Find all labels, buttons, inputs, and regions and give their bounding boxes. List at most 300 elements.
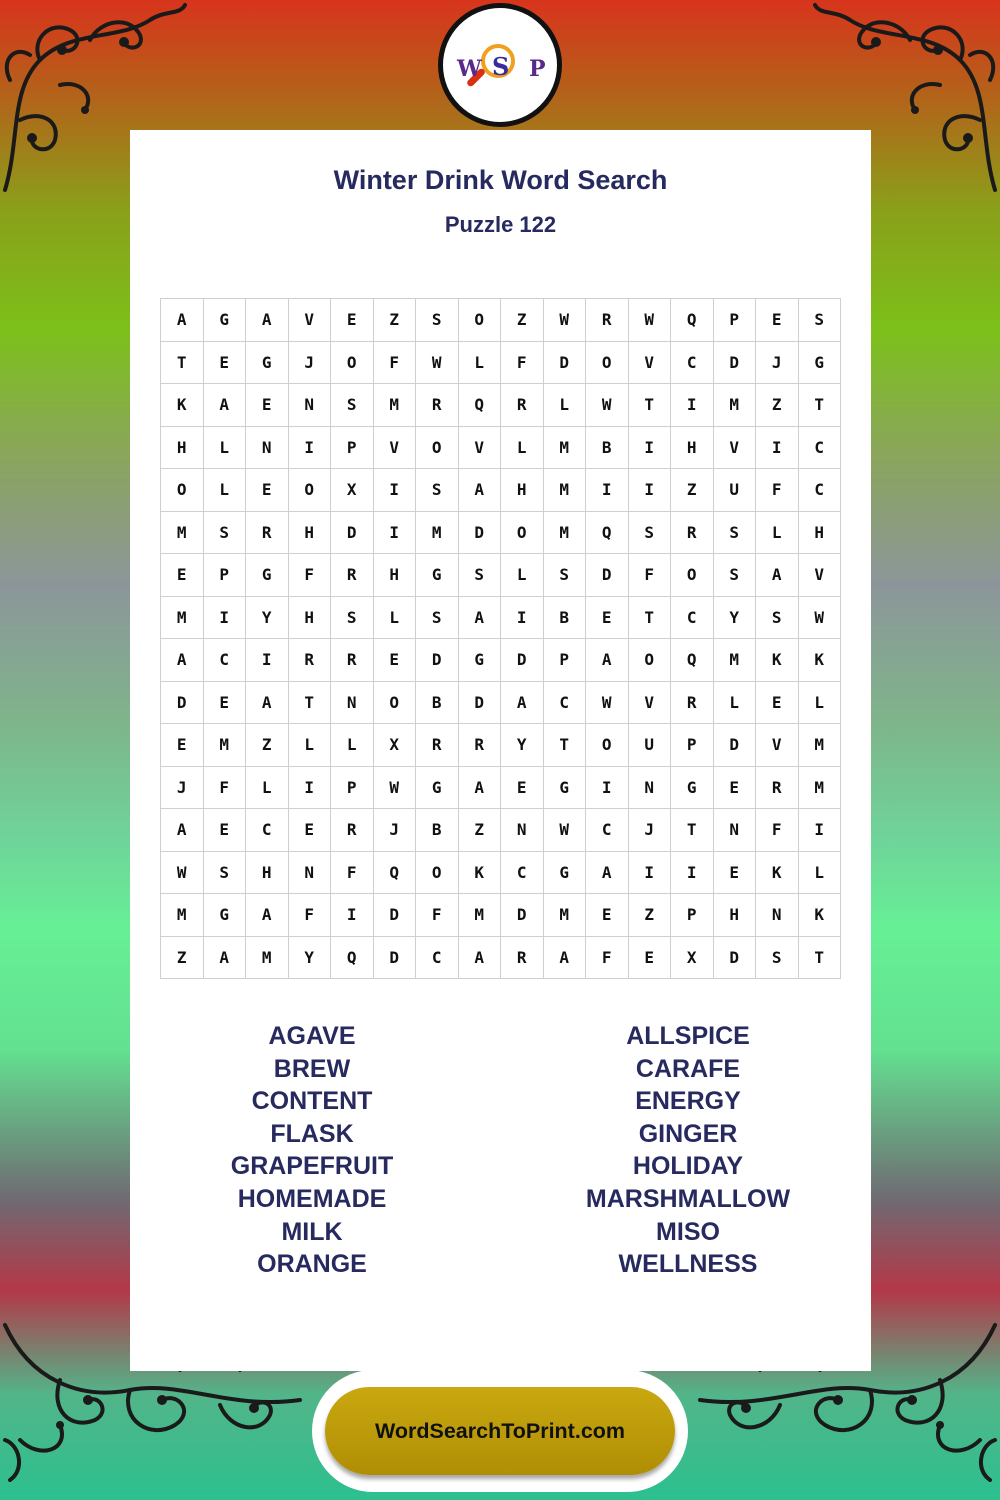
page-title: Winter Drink Word Search bbox=[333, 165, 668, 195]
grid-cell[interactable]: R bbox=[331, 639, 374, 682]
grid-cell[interactable]: H bbox=[501, 469, 544, 512]
grid-cell[interactable]: F bbox=[288, 894, 331, 937]
grid-cell[interactable]: V bbox=[373, 426, 416, 469]
grid-cell[interactable]: A bbox=[161, 809, 204, 852]
grid-cell[interactable]: N bbox=[628, 766, 671, 809]
word-item: MISO bbox=[656, 1217, 720, 1246]
grid-cell[interactable]: K bbox=[458, 851, 501, 894]
word-item: ENERGY bbox=[635, 1087, 741, 1116]
word-item: WELLNESS bbox=[618, 1250, 758, 1279]
grid-cell[interactable]: U bbox=[628, 724, 671, 767]
grid-cell[interactable]: A bbox=[203, 384, 246, 427]
grid-cell[interactable]: E bbox=[586, 596, 629, 639]
grid-cell[interactable]: J bbox=[756, 341, 799, 384]
grid-cell[interactable]: R bbox=[756, 766, 799, 809]
word-item: ALLSPICE bbox=[626, 1022, 750, 1050]
grid-cell[interactable]: H bbox=[373, 554, 416, 597]
grid-row bbox=[161, 511, 841, 554]
grid-cell[interactable]: B bbox=[416, 809, 459, 852]
grid-cell[interactable]: I bbox=[756, 426, 799, 469]
logo-letter-s: S bbox=[492, 52, 510, 81]
grid-cell[interactable]: K bbox=[756, 639, 799, 682]
grid-cell[interactable]: L bbox=[458, 341, 501, 384]
logo-badge bbox=[443, 8, 557, 122]
grid-cell[interactable]: I bbox=[288, 426, 331, 469]
grid-cell[interactable]: E bbox=[713, 851, 756, 894]
grid-cell[interactable]: C bbox=[798, 426, 841, 469]
grid-cell[interactable]: S bbox=[756, 936, 799, 979]
grid-cell[interactable]: A bbox=[246, 681, 289, 724]
grid-cell[interactable]: Z bbox=[246, 724, 289, 767]
grid-cell[interactable]: I bbox=[288, 766, 331, 809]
grid-cell[interactable]: C bbox=[416, 936, 459, 979]
grid-cell[interactable]: D bbox=[458, 681, 501, 724]
grid-cell[interactable]: A bbox=[246, 299, 289, 342]
grid-cell[interactable]: S bbox=[798, 299, 841, 342]
grid-cell[interactable]: L bbox=[203, 469, 246, 512]
grid-cell[interactable]: O bbox=[671, 554, 714, 597]
grid-cell[interactable]: Q bbox=[373, 851, 416, 894]
word-item: MILK bbox=[281, 1217, 343, 1246]
grid-cell[interactable]: C bbox=[501, 851, 544, 894]
grid-cell[interactable]: R bbox=[331, 554, 374, 597]
grid-cell[interactable]: V bbox=[756, 724, 799, 767]
grid-cell[interactable]: L bbox=[798, 851, 841, 894]
grid-cell[interactable]: I bbox=[628, 469, 671, 512]
grid-cell[interactable]: D bbox=[331, 511, 374, 554]
grid-cell[interactable]: M bbox=[543, 469, 586, 512]
grid-cell[interactable]: R bbox=[671, 511, 714, 554]
grid-cell[interactable]: D bbox=[713, 936, 756, 979]
grid-cell[interactable]: R bbox=[288, 639, 331, 682]
grid-cell[interactable]: E bbox=[713, 766, 756, 809]
grid-cell[interactable]: X bbox=[373, 724, 416, 767]
grid-cell[interactable]: H bbox=[288, 511, 331, 554]
grid-cell[interactable]: S bbox=[416, 596, 459, 639]
grid-cell[interactable]: G bbox=[458, 639, 501, 682]
grid-cell[interactable]: G bbox=[543, 766, 586, 809]
grid-cell[interactable]: I bbox=[203, 596, 246, 639]
grid-cell[interactable]: F bbox=[628, 554, 671, 597]
grid-cell[interactable]: D bbox=[713, 724, 756, 767]
grid-cell[interactable]: R bbox=[586, 299, 629, 342]
grid-row bbox=[161, 426, 841, 469]
grid-cell[interactable]: C bbox=[798, 469, 841, 512]
grid-cell[interactable]: T bbox=[161, 341, 204, 384]
grid-row bbox=[161, 596, 841, 639]
grid-cell[interactable]: H bbox=[161, 426, 204, 469]
grid-cell[interactable]: I bbox=[628, 851, 671, 894]
grid-cell[interactable]: T bbox=[798, 936, 841, 979]
grid-cell[interactable]: F bbox=[586, 936, 629, 979]
grid-cell[interactable]: V bbox=[798, 554, 841, 597]
grid-cell[interactable]: I bbox=[501, 596, 544, 639]
grid-cell[interactable]: A bbox=[458, 766, 501, 809]
grid-cell[interactable]: D bbox=[373, 936, 416, 979]
grid-cell[interactable]: R bbox=[331, 809, 374, 852]
grid-row bbox=[161, 724, 841, 767]
grid-cell[interactable]: W bbox=[373, 766, 416, 809]
grid-cell[interactable]: G bbox=[543, 851, 586, 894]
word-item: MARSHMALLOW bbox=[585, 1184, 791, 1213]
grid-cell[interactable]: I bbox=[331, 894, 374, 937]
grid-cell[interactable]: Z bbox=[501, 299, 544, 342]
grid-cell[interactable]: V bbox=[458, 426, 501, 469]
grid-cell[interactable]: D bbox=[501, 894, 544, 937]
grid-cell[interactable]: U bbox=[713, 469, 756, 512]
word-item: ORANGE bbox=[257, 1250, 367, 1279]
grid-cell[interactable]: V bbox=[288, 299, 331, 342]
grid-cell[interactable]: J bbox=[628, 809, 671, 852]
grid-row bbox=[161, 809, 841, 852]
grid-cell[interactable]: K bbox=[798, 894, 841, 937]
grid-cell[interactable]: C bbox=[246, 809, 289, 852]
grid-cell[interactable]: G bbox=[246, 341, 289, 384]
grid-cell[interactable]: S bbox=[543, 554, 586, 597]
grid-cell[interactable]: X bbox=[331, 469, 374, 512]
grid-cell[interactable]: D bbox=[161, 681, 204, 724]
grid-cell[interactable]: O bbox=[331, 341, 374, 384]
grid-cell[interactable]: P bbox=[671, 724, 714, 767]
grid-cell[interactable]: R bbox=[501, 936, 544, 979]
grid-cell[interactable]: O bbox=[458, 299, 501, 342]
grid-cell[interactable]: I bbox=[628, 426, 671, 469]
grid-cell[interactable]: S bbox=[458, 554, 501, 597]
grid-cell[interactable]: B bbox=[543, 596, 586, 639]
letter-grid bbox=[160, 298, 841, 979]
grid-cell[interactable]: R bbox=[501, 384, 544, 427]
grid-cell[interactable]: H bbox=[671, 426, 714, 469]
grid-cell[interactable]: V bbox=[628, 341, 671, 384]
grid-cell[interactable]: T bbox=[543, 724, 586, 767]
grid-cell[interactable]: S bbox=[331, 596, 374, 639]
grid-cell[interactable]: M bbox=[543, 894, 586, 937]
grid-cell[interactable]: B bbox=[416, 681, 459, 724]
grid-cell[interactable]: J bbox=[161, 766, 204, 809]
grid-cell[interactable]: A bbox=[458, 596, 501, 639]
grid-cell[interactable]: I bbox=[671, 851, 714, 894]
grid-cell[interactable]: I bbox=[586, 469, 629, 512]
grid-cell[interactable]: M bbox=[373, 384, 416, 427]
grid-cell[interactable]: G bbox=[416, 554, 459, 597]
grid-cell[interactable]: C bbox=[586, 809, 629, 852]
grid-row bbox=[161, 341, 841, 384]
word-list-right bbox=[538, 1020, 838, 1281]
grid-cell[interactable]: L bbox=[756, 511, 799, 554]
grid-cell[interactable]: A bbox=[161, 299, 204, 342]
grid-cell[interactable]: E bbox=[161, 554, 204, 597]
grid-cell[interactable]: L bbox=[543, 384, 586, 427]
grid-cell[interactable]: T bbox=[671, 809, 714, 852]
grid-cell[interactable]: O bbox=[161, 469, 204, 512]
grid-cell[interactable]: Z bbox=[756, 384, 799, 427]
grid-cell[interactable]: H bbox=[288, 596, 331, 639]
grid-cell[interactable]: W bbox=[586, 384, 629, 427]
grid-row bbox=[161, 851, 841, 894]
grid-cell[interactable]: S bbox=[331, 384, 374, 427]
grid-cell[interactable]: O bbox=[501, 511, 544, 554]
grid-cell[interactable]: E bbox=[288, 809, 331, 852]
grid-cell[interactable]: O bbox=[416, 851, 459, 894]
grid-cell[interactable]: I bbox=[373, 511, 416, 554]
grid-cell[interactable]: M bbox=[798, 724, 841, 767]
grid-cell[interactable]: F bbox=[756, 809, 799, 852]
grid-row bbox=[161, 299, 841, 342]
grid-cell[interactable]: Q bbox=[586, 511, 629, 554]
word-item: GINGER bbox=[638, 1119, 738, 1148]
grid-cell[interactable]: P bbox=[331, 426, 374, 469]
grid-cell[interactable]: Y bbox=[501, 724, 544, 767]
grid-row bbox=[161, 384, 841, 427]
grid-cell[interactable]: I bbox=[798, 809, 841, 852]
grid-cell[interactable]: M bbox=[713, 639, 756, 682]
grid-cell[interactable]: N bbox=[331, 681, 374, 724]
grid-cell[interactable]: G bbox=[416, 766, 459, 809]
grid-cell[interactable]: E bbox=[203, 341, 246, 384]
grid-cell[interactable]: K bbox=[798, 639, 841, 682]
grid-row bbox=[161, 894, 841, 937]
grid-cell[interactable]: L bbox=[373, 596, 416, 639]
grid-cell[interactable]: W bbox=[161, 851, 204, 894]
grid-cell[interactable]: L bbox=[288, 724, 331, 767]
grid-cell[interactable]: P bbox=[543, 639, 586, 682]
grid-cell[interactable]: F bbox=[501, 341, 544, 384]
grid-row bbox=[161, 681, 841, 724]
grid-cell[interactable]: O bbox=[416, 426, 459, 469]
grid-cell[interactable]: X bbox=[671, 936, 714, 979]
grid-cell[interactable]: S bbox=[756, 596, 799, 639]
word-item: HOLIDAY bbox=[632, 1152, 744, 1181]
grid-cell[interactable]: Q bbox=[458, 384, 501, 427]
grid-cell[interactable]: E bbox=[756, 299, 799, 342]
puzzle-number: Puzzle 122 bbox=[444, 212, 557, 237]
grid-cell[interactable]: E bbox=[246, 469, 289, 512]
grid-cell[interactable]: M bbox=[161, 511, 204, 554]
grid-cell[interactable]: A bbox=[501, 681, 544, 724]
grid-cell[interactable]: O bbox=[586, 341, 629, 384]
site-logo[interactable] bbox=[438, 3, 562, 127]
grid-cell[interactable]: C bbox=[671, 596, 714, 639]
grid-cell[interactable]: Q bbox=[671, 639, 714, 682]
grid-cell[interactable]: K bbox=[756, 851, 799, 894]
grid-cell[interactable]: L bbox=[246, 766, 289, 809]
grid-cell[interactable]: O bbox=[628, 639, 671, 682]
grid-cell[interactable]: G bbox=[246, 554, 289, 597]
grid-cell[interactable]: Z bbox=[373, 299, 416, 342]
grid-cell[interactable]: P bbox=[713, 299, 756, 342]
grid-cell[interactable]: N bbox=[756, 894, 799, 937]
grid-cell[interactable]: S bbox=[713, 554, 756, 597]
grid-cell[interactable]: C bbox=[203, 639, 246, 682]
footer bbox=[312, 1370, 688, 1492]
grid-cell[interactable]: E bbox=[628, 936, 671, 979]
grid-cell[interactable]: G bbox=[203, 299, 246, 342]
grid-cell[interactable]: P bbox=[203, 554, 246, 597]
grid-cell[interactable]: J bbox=[288, 341, 331, 384]
grid-cell[interactable]: L bbox=[203, 426, 246, 469]
grid-cell[interactable]: R bbox=[416, 384, 459, 427]
grid-cell[interactable]: B bbox=[586, 426, 629, 469]
grid-cell[interactable]: V bbox=[713, 426, 756, 469]
grid-cell[interactable]: M bbox=[543, 511, 586, 554]
grid-cell[interactable]: E bbox=[586, 894, 629, 937]
grid-cell[interactable]: W bbox=[543, 299, 586, 342]
grid-cell[interactable]: D bbox=[713, 341, 756, 384]
grid-cell[interactable]: T bbox=[798, 384, 841, 427]
grid-row bbox=[161, 554, 841, 597]
grid-cell[interactable]: C bbox=[671, 341, 714, 384]
grid-cell[interactable]: S bbox=[203, 851, 246, 894]
grid-cell[interactable]: S bbox=[203, 511, 246, 554]
word-item: FLASK bbox=[270, 1119, 354, 1148]
grid-cell[interactable]: H bbox=[713, 894, 756, 937]
grid-cell[interactable]: L bbox=[331, 724, 374, 767]
grid-cell[interactable]: H bbox=[798, 511, 841, 554]
grid-row bbox=[161, 936, 841, 979]
grid-cell[interactable]: E bbox=[161, 724, 204, 767]
grid-row bbox=[161, 639, 841, 682]
grid-cell[interactable]: I bbox=[373, 469, 416, 512]
grid-cell[interactable]: S bbox=[628, 511, 671, 554]
grid-cell[interactable]: F bbox=[331, 851, 374, 894]
grid-cell[interactable]: E bbox=[756, 681, 799, 724]
grid-cell[interactable]: M bbox=[246, 936, 289, 979]
grid-cell[interactable]: W bbox=[416, 341, 459, 384]
grid-cell[interactable]: M bbox=[203, 724, 246, 767]
grid-cell[interactable]: D bbox=[543, 341, 586, 384]
grid-cell[interactable]: E bbox=[373, 639, 416, 682]
grid-cell[interactable]: A bbox=[586, 639, 629, 682]
grid-cell[interactable]: C bbox=[543, 681, 586, 724]
grid-cell[interactable]: D bbox=[416, 639, 459, 682]
grid-cell[interactable]: N bbox=[501, 809, 544, 852]
grid-cell[interactable]: P bbox=[331, 766, 374, 809]
word-item: CARAFE bbox=[635, 1054, 741, 1083]
grid-cell[interactable]: R bbox=[671, 681, 714, 724]
grid-cell[interactable]: M bbox=[713, 384, 756, 427]
grid-cell[interactable]: W bbox=[628, 299, 671, 342]
grid-cell[interactable]: R bbox=[458, 724, 501, 767]
grid-cell[interactable]: M bbox=[458, 894, 501, 937]
grid-cell[interactable]: F bbox=[416, 894, 459, 937]
grid-cell[interactable]: Z bbox=[671, 469, 714, 512]
grid-cell[interactable]: A bbox=[458, 936, 501, 979]
grid-cell[interactable]: F bbox=[288, 554, 331, 597]
grid-cell[interactable]: O bbox=[586, 724, 629, 767]
grid-cell[interactable]: T bbox=[288, 681, 331, 724]
grid-row bbox=[161, 766, 841, 809]
grid-cell[interactable]: W bbox=[798, 596, 841, 639]
grid-cell[interactable]: A bbox=[543, 936, 586, 979]
grid-cell[interactable]: Z bbox=[628, 894, 671, 937]
grid-cell[interactable]: D bbox=[373, 894, 416, 937]
grid-cell[interactable]: H bbox=[246, 851, 289, 894]
grid-cell[interactable]: O bbox=[373, 681, 416, 724]
grid-cell[interactable]: L bbox=[501, 554, 544, 597]
grid-cell[interactable]: T bbox=[628, 596, 671, 639]
grid-cell[interactable]: D bbox=[501, 639, 544, 682]
grid-cell[interactable]: G bbox=[203, 894, 246, 937]
grid-cell[interactable]: S bbox=[416, 469, 459, 512]
grid-cell[interactable]: T bbox=[628, 384, 671, 427]
grid-cell[interactable]: F bbox=[373, 341, 416, 384]
grid-cell[interactable]: K bbox=[161, 384, 204, 427]
grid-cell[interactable]: F bbox=[203, 766, 246, 809]
grid-cell[interactable]: J bbox=[373, 809, 416, 852]
grid-cell[interactable]: I bbox=[586, 766, 629, 809]
puzzle-panel bbox=[130, 130, 871, 1371]
word-item: BREW bbox=[273, 1054, 351, 1083]
grid-cell[interactable]: E bbox=[203, 681, 246, 724]
grid-cell[interactable]: A bbox=[458, 469, 501, 512]
grid-cell[interactable]: N bbox=[288, 851, 331, 894]
word-item: HOMEMADE bbox=[237, 1184, 387, 1213]
grid-cell[interactable]: Q bbox=[331, 936, 374, 979]
site-link-button[interactable]: WordSearchToPrint.com bbox=[325, 1387, 675, 1475]
grid-cell[interactable]: E bbox=[203, 809, 246, 852]
grid-cell[interactable]: R bbox=[416, 724, 459, 767]
grid-row bbox=[161, 469, 841, 512]
grid-cell[interactable]: V bbox=[628, 681, 671, 724]
grid-cell[interactable]: Y bbox=[713, 596, 756, 639]
grid-cell[interactable]: F bbox=[756, 469, 799, 512]
grid-cell[interactable]: N bbox=[288, 384, 331, 427]
grid-cell[interactable]: I bbox=[246, 639, 289, 682]
grid-cell[interactable]: M bbox=[798, 766, 841, 809]
grid-cell[interactable]: P bbox=[671, 894, 714, 937]
grid-cell[interactable]: D bbox=[458, 511, 501, 554]
grid-cell[interactable]: Y bbox=[288, 936, 331, 979]
grid-cell[interactable]: E bbox=[331, 299, 374, 342]
grid-cell[interactable]: A bbox=[161, 639, 204, 682]
grid-cell[interactable]: Z bbox=[458, 809, 501, 852]
grid-cell[interactable]: D bbox=[586, 554, 629, 597]
grid-cell[interactable]: A bbox=[203, 936, 246, 979]
grid-cell[interactable]: M bbox=[161, 894, 204, 937]
grid-cell[interactable]: N bbox=[713, 809, 756, 852]
grid-cell[interactable]: W bbox=[586, 681, 629, 724]
grid-cell[interactable]: A bbox=[756, 554, 799, 597]
grid-cell[interactable]: W bbox=[543, 809, 586, 852]
grid-cell[interactable]: M bbox=[161, 596, 204, 639]
grid-cell[interactable]: R bbox=[246, 511, 289, 554]
grid-cell[interactable]: S bbox=[416, 299, 459, 342]
grid-cell[interactable]: O bbox=[288, 469, 331, 512]
grid-cell[interactable]: G bbox=[798, 341, 841, 384]
grid-cell[interactable]: L bbox=[501, 426, 544, 469]
grid-cell[interactable]: M bbox=[416, 511, 459, 554]
grid-cell[interactable]: A bbox=[586, 851, 629, 894]
grid-cell[interactable]: I bbox=[671, 384, 714, 427]
grid-cell[interactable]: G bbox=[671, 766, 714, 809]
grid-cell[interactable]: Q bbox=[671, 299, 714, 342]
word-item: CONTENT bbox=[251, 1087, 373, 1116]
grid-cell[interactable]: L bbox=[713, 681, 756, 724]
word-item: GRAPEFRUIT bbox=[230, 1152, 394, 1181]
logo-letter-p: P bbox=[529, 56, 546, 82]
grid-cell[interactable]: A bbox=[246, 894, 289, 937]
grid-cell[interactable]: N bbox=[246, 426, 289, 469]
grid-cell[interactable]: Z bbox=[161, 936, 204, 979]
grid-cell[interactable]: L bbox=[798, 681, 841, 724]
grid-cell[interactable]: Y bbox=[246, 596, 289, 639]
grid-cell[interactable]: E bbox=[501, 766, 544, 809]
word-item: AGAVE bbox=[268, 1022, 356, 1050]
grid-cell[interactable]: E bbox=[246, 384, 289, 427]
grid-cell[interactable]: S bbox=[713, 511, 756, 554]
grid-cell[interactable]: M bbox=[543, 426, 586, 469]
logo-letter-w: W bbox=[457, 56, 482, 82]
